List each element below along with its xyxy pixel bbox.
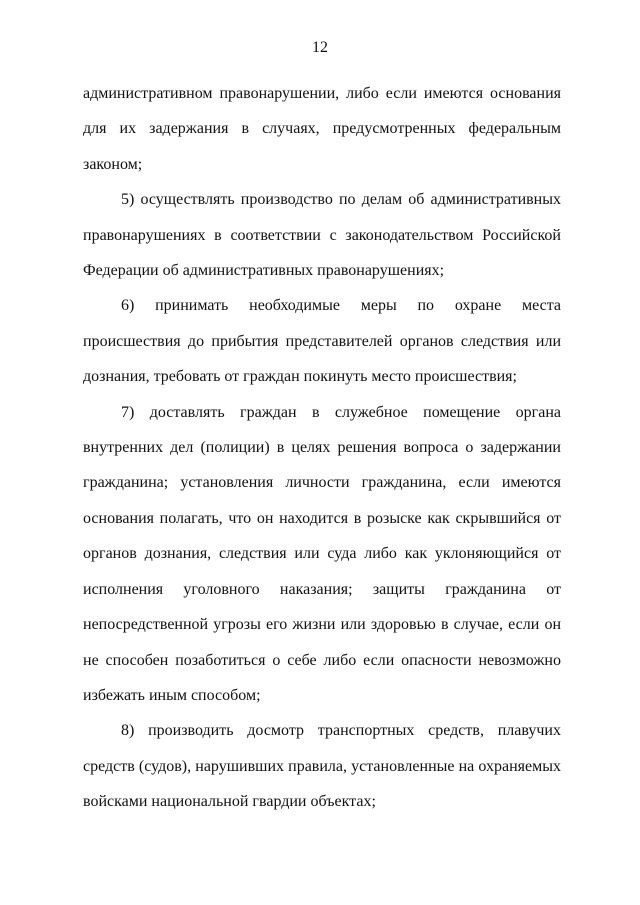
paragraph-continuation: административном правонарушении, либо если имеются основания для их задержания в случаях, предусмотренных федеральным законом; (83, 85, 561, 173)
paragraph-item-7: 7) доставлять граждан в служебное помещение органа внутренних дел (полиции) в целях решения вопроса о задержании гражданина; установления личности гражданина, если имеются основания полагать, что он находится в розыске как скрывшийся от органов дознания, следствия или суда либо как уклоняющийся от исполнения уголовного наказания; защиты гражданина от непосредственной угрозы его жизни или здоровью в случае, если он не способен позаботиться о себе либо если опасности невозможно избежать иным способом; (83, 403, 561, 704)
paragraph-item-6: 6) принимать необходимые меры по охране места происшествия до прибытия представителей органов следствия или дознания, требовать от граждан покинуть место происшествия; (83, 297, 561, 386)
document-body (83, 76, 561, 820)
paragraph-item-8: 8) производить досмотр транспортных средств, плавучих средств (судов), нарушивших правила, установленные на охраняемых войсками национальной гвардии объектах; (83, 722, 561, 811)
paragraph-item-5: 5) осуществлять производство по делам об административных правонарушениях в соответствии с законодательством Российской Федерации об административных правонарушениях; (83, 191, 561, 280)
page-number: 12 (312, 39, 328, 56)
